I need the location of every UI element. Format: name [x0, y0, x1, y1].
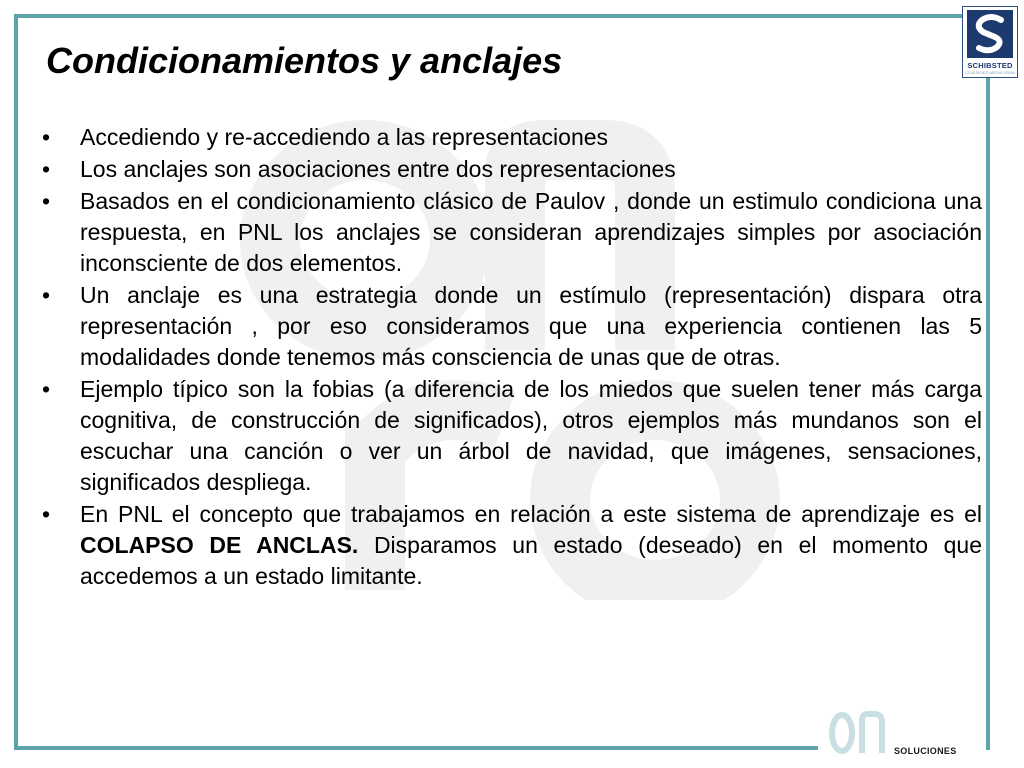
bullet-item: [42, 499, 982, 592]
bullet-item: • Basados en el condicionamiento clásico de Paulov , donde un estimulo condiciona una respuesta, en PNL los anclajes se consideran aprendizajes simples por asociación inconsciente de dos elementos.: [42, 186, 982, 279]
on-logo-icon: [828, 708, 898, 758]
schibsted-logo: [962, 6, 1018, 78]
bullet-text-before: En PNL el concepto que trabajamos en relación a este sistema de aprendizaje es el: [80, 501, 982, 527]
soluciones-logo: [818, 700, 986, 762]
bullet-list: [42, 122, 982, 593]
schibsted-logo-sub: CLASSIFIED MEDIA SPAIN: [965, 70, 1015, 75]
schibsted-logo-word: SCHIBSTED: [967, 61, 1013, 70]
bullet-item: • Ejemplo típico son la fobias (a diferencia de los miedos que suelen tener más carga cognitiva, de construcción de significados), otros ejemplos más mundanos son el escuchar una canción o ver un árbol de navidad, que imágenes, sensaciones, significados despliega.: [42, 374, 982, 498]
bullet-text-bold: COLAPSO DE ANCLAS.: [80, 532, 359, 558]
schibsted-s-icon: [967, 10, 1013, 58]
bullet-item: • Los anclajes son asociaciones entre dos representaciones: [42, 154, 982, 185]
slide-title: Condicionamientos y anclajes: [46, 40, 563, 81]
bullet-item: • Un anclaje es una estrategia donde un estímulo (representación) dispara otra representación , por eso consideramos que una experiencia contienen las 5 modalidades donde tenemos más consciencia de unas que de otras.: [42, 280, 982, 373]
soluciones-label: SOLUCIONES: [894, 746, 957, 756]
bullet-item: • Accediendo y re-accediendo a las representaciones: [42, 122, 982, 153]
bullet-text-after: Disparamos un estado (deseado) en el momento que accedemos a un estado limitante.: [80, 532, 983, 589]
